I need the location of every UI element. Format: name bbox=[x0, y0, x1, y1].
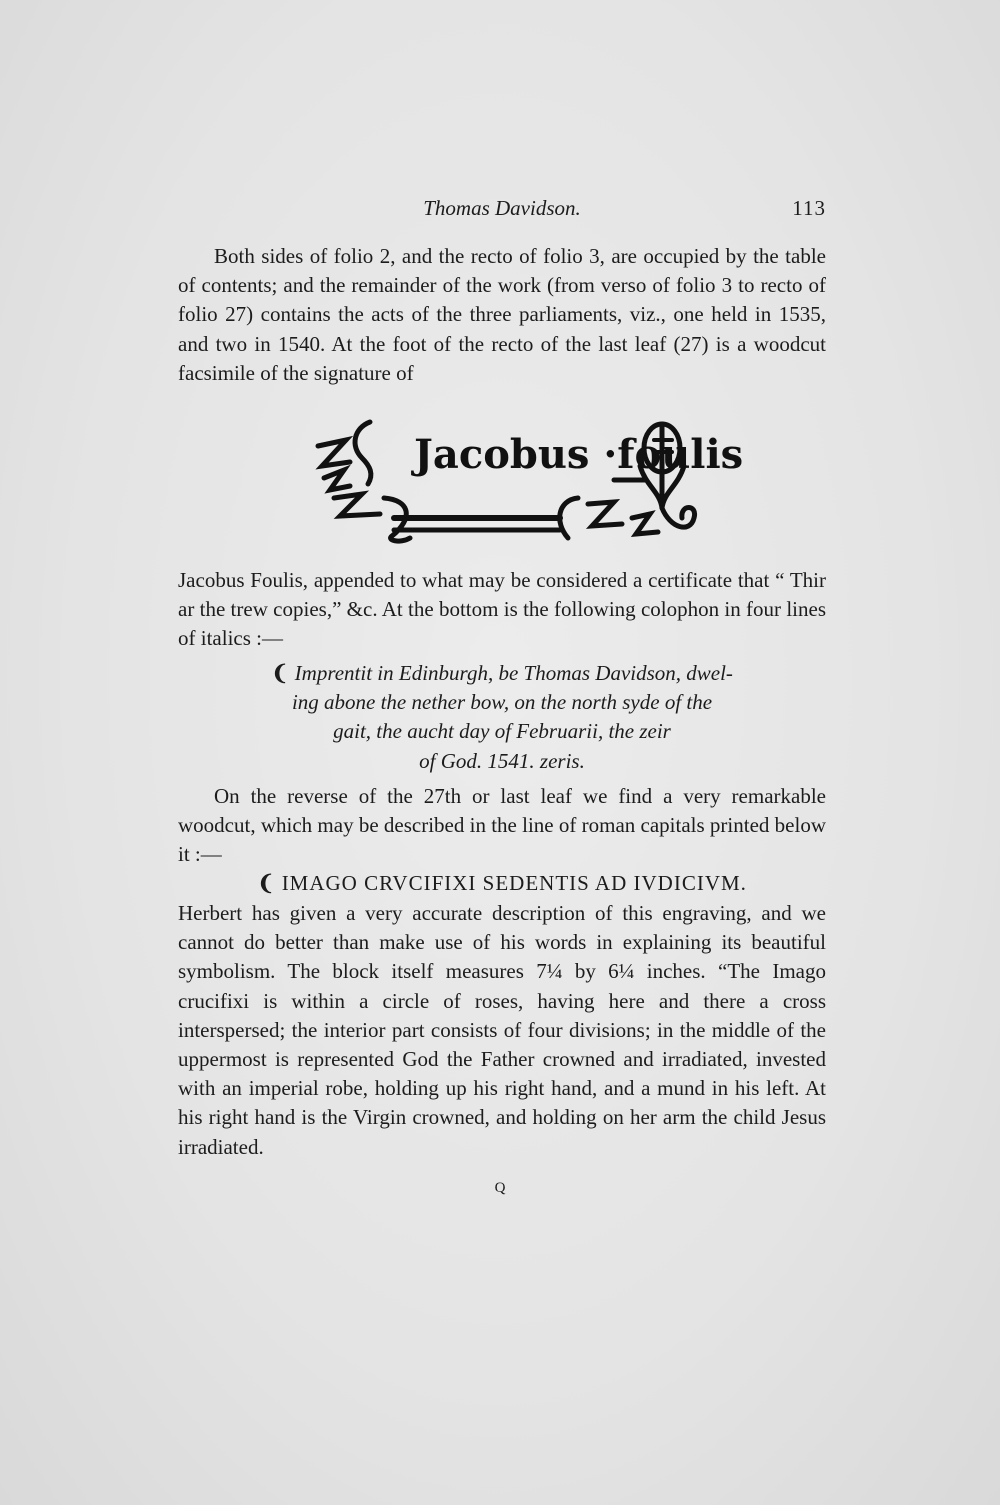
paragraph-woodcut bbox=[178, 782, 826, 870]
paragraph-certificate bbox=[178, 566, 826, 654]
woodcut-caption bbox=[178, 869, 826, 898]
caption-text: IMAGO CRVCIFIXI SEDENTIS AD IVDICIVM. bbox=[281, 871, 747, 895]
page-header bbox=[178, 196, 826, 226]
signature-mark: Q bbox=[494, 1180, 506, 1196]
paragraph-text: Both sides of folio 2, and the recto of folio 3, are occupied by the table of contents; and the remainder of the work (from verso of folio 3 to recto of folio 27) contains the acts of the three parliaments, viz., one held in 1535, and two in 1540. At the foot of the recto of the last leaf (27) is a woodcut facsimile of the signature of bbox=[178, 244, 826, 385]
colophon bbox=[178, 659, 826, 776]
signature-text: Jacobus ·foulis bbox=[414, 431, 744, 478]
paragraph-text: On the reverse of the 27th or last leaf we find a very remarkable woodcut, which may be described in the line of roman capitals printed below it :— bbox=[178, 784, 826, 867]
colophon-line: ing abone the nether bow, on the north syde of the bbox=[291, 690, 713, 715]
page-number: 113 bbox=[792, 196, 826, 220]
paragraph-text: Jacobus Foulis, appended to what may be considered a certificate that “ Thir ar the trew copies,” &c. At the bottom is the following colophon in four lines of italics :— bbox=[178, 568, 826, 651]
paragraph-mark-icon: ❨ bbox=[257, 871, 276, 895]
running-title: Thomas Davidson. bbox=[423, 196, 581, 220]
paragraph-mark-icon: ❨ bbox=[271, 661, 289, 685]
signature-woodcut bbox=[310, 418, 744, 548]
paragraph-text: Herbert has given a very accurate description of this engraving, and we cannot do better than make use of his words in explaining its beautiful symbolism. The block itself measures 7¼ by 6¼ inches. “The Imago crucifixi is within a circle of roses, having here and there a cross interspersed; the interior part consists of four divisions; in the middle of the uppermost is represented God the Father crowned and irradiated, invested with an imperial robe, holding up his right hand, and a mund in his left. At his right hand is the Virgin crowned, and holding on her arm the child Jesus irradiated. bbox=[178, 901, 826, 1159]
colophon-line: of God. 1541. zeris. bbox=[419, 748, 585, 773]
paragraph-herbert-description bbox=[178, 899, 826, 1162]
colophon-line: ❨ Imprentit in Edinburgh, be Thomas Davidson, dwel- bbox=[271, 661, 733, 685]
paragraph-folio-contents bbox=[178, 242, 826, 388]
colophon-line: gait, the aucht day of Februarii, the zeir bbox=[333, 719, 671, 744]
